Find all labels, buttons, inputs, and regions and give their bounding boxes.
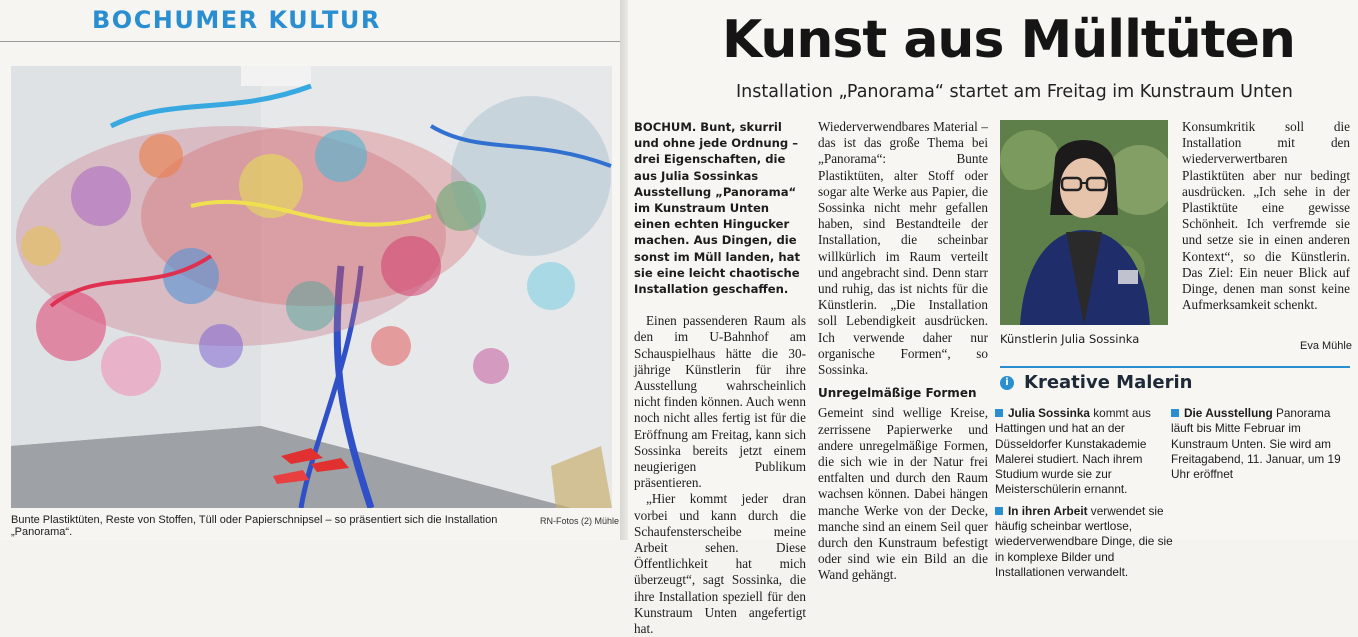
article-column-4 xyxy=(1182,119,1350,313)
infobox-divider xyxy=(1000,366,1350,368)
bullet-icon xyxy=(1171,409,1179,417)
infobox-item xyxy=(1171,406,1350,482)
article-paragraph: „Hier kommt jeder dran vorbei und kann durch die Schaufensterscheibe meine Arbeit sehen. Diese Öffentlichkeit hat mich überzeugt“, sagt Sossinka, die ihre Installation speziell für den Kunstraum Unten angefertigt hat. xyxy=(634,491,806,637)
article-headline: Kunst aus Mülltüten xyxy=(722,10,1295,70)
article-paragraph: Gemeint sind wellige Kreise, zerrissene Papierwerke und andere unregelmäßige Formen, die sich wie in der Natur frei entfalten und durch den Raum wachsen können. Dabei hängen manche Werke von der Decke, manche sind an einem Seil quer durch den Kunstraum befestigt oder sind wie ein Bild an die Wand gehängt. xyxy=(818,405,988,583)
article-column-2 xyxy=(818,119,988,584)
photo-caption: Bunte Plastiktüten, Reste von Stoffen, Tüll oder Papierschnipsel – so präsentiert sich die Installation „Panorama“. xyxy=(11,514,498,538)
infobox-item xyxy=(995,406,1180,498)
infobox-item-text: verwendet sie häufig scheinbar wertlose, wiederverwendbare Dinge, die sie in komplexe Bilder und Installationen verwandelt. xyxy=(995,503,1173,579)
article-author: Eva Mühle xyxy=(1300,340,1352,352)
photo-credit: RN-Fotos (2) Mühle xyxy=(540,516,620,526)
infobox-item xyxy=(995,504,1180,580)
section-divider xyxy=(0,41,620,42)
infobox-title: Kreative Malerin xyxy=(1024,372,1193,393)
infobox-column-1 xyxy=(995,406,1180,580)
infobox-item-title: In ihren Arbeit xyxy=(1008,503,1088,518)
bullet-icon xyxy=(995,409,1003,417)
article-paragraph: Konsumkritik soll die Installation mit den wiederverwertbaren Plastiktüten aber nur bedingt ausdrücken. „Ich sehe in der Plastiktüte eine gewisse Schönheit. Ich verfremde sie und setze sie in einen anderen Kontext“, so die Künstlerin. Das Ziel: Ein neuer Blick auf Dinge, denen man sonst keine Aufmerksamkeit schenkt. xyxy=(1182,119,1350,313)
installation-photo xyxy=(11,66,612,508)
infobox-item-text: Panorama läuft bis Mitte Februar im Kunstraum Unten. Sie wird am Freitagabend, 11. Januar, um 19 Uhr eröffnet xyxy=(1171,406,1341,482)
infobox-item-title: Die Ausstellung xyxy=(1184,406,1273,420)
infobox-item-title: Julia Sossinka xyxy=(1008,406,1090,420)
portrait-illustration xyxy=(1000,120,1168,325)
article-lead: BOCHUM. Bunt, skurril und ohne jede Ordnung – drei Eigenschaften, die aus Julia Sossinkas Ausstellung „Panorama“ im Kunstraum Unten einen echten Hingucker machen. Aus Dingen, die sonst im Müll landen, hat sie eine leicht chaotische Installation geschaffen. xyxy=(634,120,800,297)
portrait-caption: Künstlerin Julia Sossinka xyxy=(1000,332,1140,346)
installation-illustration xyxy=(11,66,612,508)
article-subtitle: Unregelmäßige Formen xyxy=(818,386,977,401)
infobox-column-2 xyxy=(1171,406,1350,482)
info-icon: i xyxy=(1000,376,1014,390)
section-title: BOCHUMER KULTUR xyxy=(92,6,381,34)
infobox-item-text: kommt aus Hattingen und hat an der Düsseldorfer Kunstakademie Malerei studiert. Nach ihrem Studium wurde sie zur Meisterschülerin ernannt. xyxy=(995,406,1151,497)
article-paragraph: Wiederverwendbares Material – das ist das große Thema bei „Panorama“: Bunte Plastiktüten, alter Stoff oder sogar alte Werke aus Papier, die Sossinka nicht mehr gefallen haben, sind Bestandteile der Installation, die scheinbar willkürlich im Raum verteilt und angebracht sind. Denn starr und ruhig, das ist nichts für die Künstlerin. „Die Installation soll Lebendigkeit ausdrücken. Ich verwende daher nur organische Formen“, so Sossinka. xyxy=(818,119,988,378)
page-gutter xyxy=(620,0,628,540)
article-column-1 xyxy=(634,119,806,637)
article-subheadline: Installation „Panorama“ startet am Freitag im Kunstraum Unten xyxy=(736,82,1293,102)
article-paragraph: Einen passenderen Raum als den im U-Bahnhof am Schauspielhaus hätte die 30-jährige Künstlerin für ihre Ausstellung wahrscheinlich nicht finden können. Auch wenn noch nicht alles fertig ist für die Eröffnung am Freitag, kann sich Sossinka bereits jetzt einem neugierigen Publikum präsentieren. xyxy=(634,313,806,491)
artist-portrait xyxy=(1000,120,1168,325)
bullet-icon xyxy=(995,507,1003,515)
